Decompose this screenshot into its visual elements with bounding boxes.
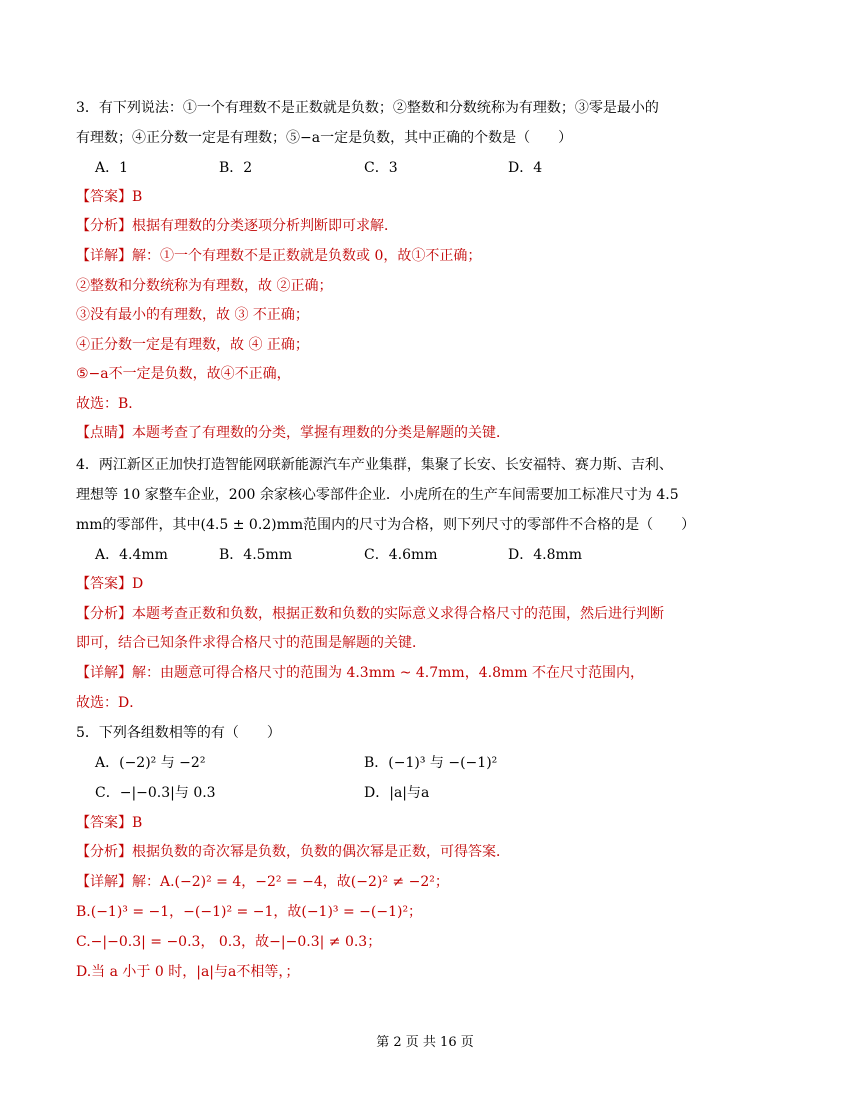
detail-text: 解：A.(−2)² = 4，−2² = −4，故(−2)² ≠ −2²； xyxy=(132,874,449,890)
q4-choice: 故选：D． xyxy=(76,695,144,711)
q4-analysis-line2: 即可，结合已知条件求得合格尺寸的范围是解题的关键． xyxy=(76,635,426,651)
q4-stem-line1: 4．两江新区正加快打造智能网联新能源汽车产业集群，集聚了长安、长安福特、赛力斯、吉利、 xyxy=(76,457,673,473)
answer-tag: 【答案】 xyxy=(76,576,132,592)
q5-analysis xyxy=(76,842,510,862)
q3-stem-line1: 3．有下列说法：①一个有理数不是正数就是负数；②整数和分数统称为有理数；③零是最小的 xyxy=(76,100,659,116)
detail-tag: 【详解】 xyxy=(76,665,132,681)
q3-detail-line3: ③没有最小的有理数，故 ③ 不正确； xyxy=(76,307,309,323)
q5-detail-line4: D.当 a 小于 0 时，|a|与a不相等，； xyxy=(76,964,300,980)
q4-answer xyxy=(76,574,143,594)
q5-detail-line2: B.(−1)³ = −1，−(−1)² = −1，故(−1)³ = −(−1)²； xyxy=(76,904,423,920)
q3-option-b: B．2 xyxy=(219,160,253,176)
q5-option-c: C．−|−0.3|与 0.3 xyxy=(95,785,216,801)
q4-stem-line2: 理想等 10 家整车企业，200 余家核心零部件企业．小虎所在的生产车间需要加工标准尺寸为 4.5 xyxy=(76,487,679,503)
page-footer: 第 2 页 共 16 页 xyxy=(376,1035,474,1050)
q3-detail-line4: ④正分数一定是有理数，故 ④ 正确； xyxy=(76,337,309,353)
analysis-text: 本题考查正数和负数，根据正数和负数的实际意义求得合格尺寸的范围，然后进行判断 xyxy=(132,606,664,622)
q5-detail-line1 xyxy=(76,872,449,892)
q3-option-c: C．3 xyxy=(364,160,398,176)
q5-detail-line3: C.−|−0.3| = −0.3， 0.3，故−|−0.3| ≠ 0.3； xyxy=(76,934,382,950)
q3-detail-line1 xyxy=(76,246,481,266)
answer-value: B xyxy=(132,815,143,831)
q3-detail-line2: ②整数和分数统称为有理数，故 ②正确； xyxy=(76,278,333,294)
q5-option-d: D．|a|与a xyxy=(364,785,430,801)
q4-analysis-line1 xyxy=(76,604,664,624)
comment-tag: 【点睛】 xyxy=(76,425,132,441)
answer-tag: 【答案】 xyxy=(76,815,132,831)
analysis-tag: 【分析】 xyxy=(76,218,132,234)
detail-text: 解：由题意可得合格尺寸的范围为 4.3mm ~ 4.7mm，4.8mm 不在尺寸范围内， xyxy=(132,665,644,681)
q3-choice: 故选：B． xyxy=(76,396,143,412)
q5-option-a: A．(−2)² 与 −2² xyxy=(95,755,206,771)
q3-option-d: D．4 xyxy=(508,160,543,176)
q4-option-c: C．4.6mm xyxy=(364,547,438,563)
comment-text: 本题考查了有理数的分类，掌握有理数的分类是解题的关键． xyxy=(132,425,510,441)
q4-detail xyxy=(76,663,644,683)
detail-tag: 【详解】 xyxy=(76,248,132,264)
q4-stem-line3: mm的零部件，其中(4.5 ± 0.2)mm范围内的尺寸为合格，则下列尺寸的零部件不合格的是（ ） xyxy=(76,517,696,533)
q3-answer xyxy=(76,187,142,207)
analysis-tag: 【分析】 xyxy=(76,606,132,622)
q3-analysis xyxy=(76,216,398,236)
q4-option-a: A．4.4mm xyxy=(95,547,168,563)
q5-answer xyxy=(76,813,142,833)
q3-comment xyxy=(76,423,510,443)
analysis-text: 根据有理数的分类逐项分析判断即可求解． xyxy=(132,218,398,234)
answer-value: D xyxy=(132,576,144,592)
analysis-tag: 【分析】 xyxy=(76,844,132,860)
q5-option-b: B．(−1)³ 与 −(−1)² xyxy=(364,755,498,771)
q3-option-a: A．1 xyxy=(95,160,129,176)
answer-value: B xyxy=(132,189,143,205)
detail-tag: 【详解】 xyxy=(76,874,132,890)
q4-option-b: B．4.5mm xyxy=(219,547,293,563)
detail-text: 解：①一个有理数不是正数就是负数或 0，故①不正确； xyxy=(132,248,482,264)
answer-tag: 【答案】 xyxy=(76,189,132,205)
analysis-text: 根据负数的奇次幂是负数，负数的偶次幂是正数，可得答案． xyxy=(132,844,510,860)
q4-option-d: D．4.8mm xyxy=(508,547,583,563)
q3-stem-line2: 有理数；④正分数一定是有理数；⑤−a一定是负数，其中正确的个数是（ ） xyxy=(76,130,573,146)
q3-detail-line5: ⑤−a不一定是负数，故④不正确， xyxy=(76,366,291,382)
q5-stem: 5．下列各组数相等的有（ ） xyxy=(76,725,281,741)
